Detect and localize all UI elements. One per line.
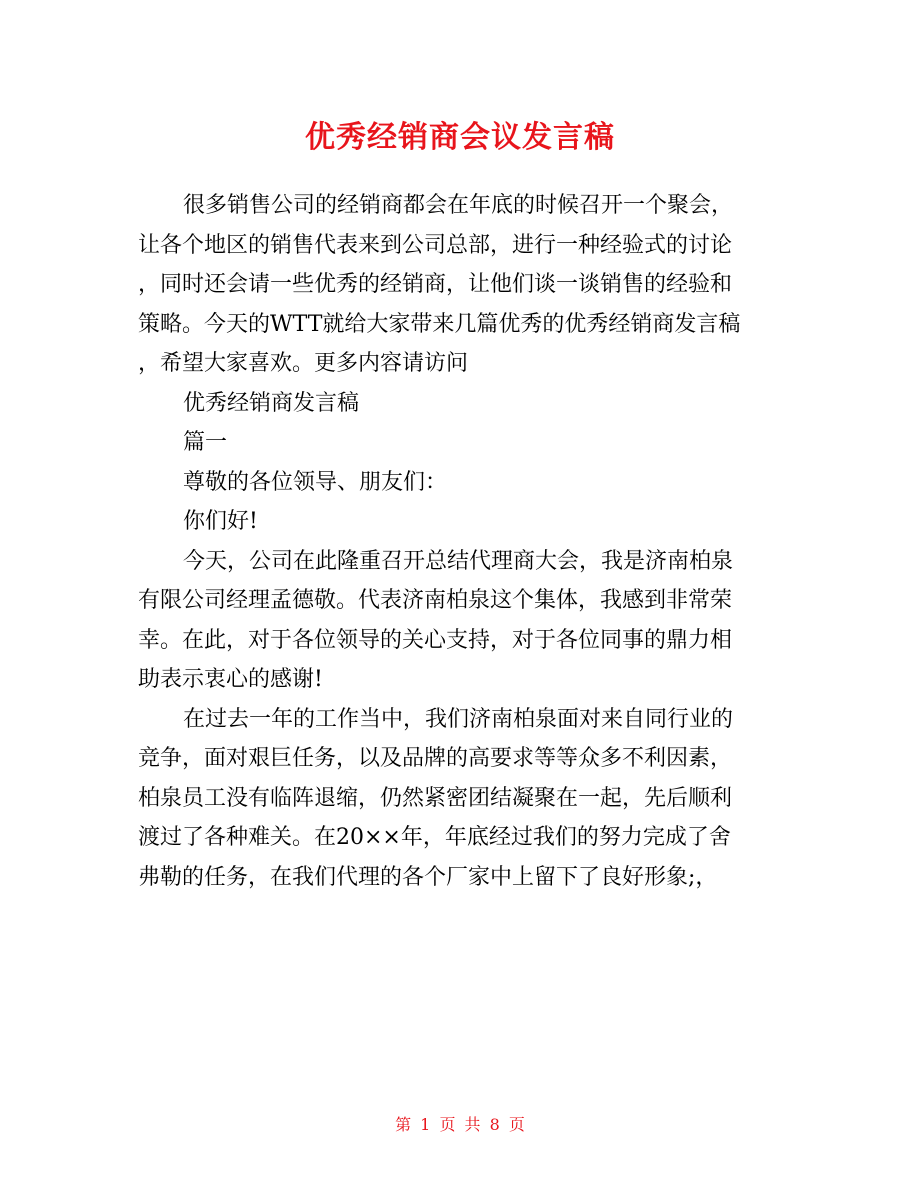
paragraph-line: 策略。今天的WTT就给大家带来几篇优秀的优秀经销商发言稿 bbox=[138, 311, 741, 337]
paragraph-line: ，同时还会请一些优秀的经销商，让他们谈一谈销售的经验和 bbox=[138, 272, 733, 297]
paragraph-line: 渡过了各种难关。在20××年，年底经过我们的努力完成了舍 bbox=[138, 825, 731, 850]
paragraph-line: ，希望大家喜欢。更多内容请访问 bbox=[138, 351, 469, 376]
document-body bbox=[138, 186, 788, 897]
greeting: 你们好! bbox=[183, 509, 258, 534]
document-title: 优秀经销商会议发言稿 bbox=[305, 120, 615, 155]
paragraph-line: 弗勒的任务，在我们代理的各个厂家中上留下了良好形象;， bbox=[138, 864, 718, 890]
paragraph-line: 助表示衷心的感谢! bbox=[138, 667, 323, 692]
section-label: 篇一 bbox=[183, 430, 228, 455]
paragraph-line: 今天，公司在此隆重召开总结代理商大会，我是济南柏泉 bbox=[183, 548, 734, 574]
salutation: 尊敬的各位领导、朋友们： bbox=[183, 469, 448, 495]
paragraph-line: 让各个地区的销售代表来到公司总部，进行一种经验式的讨论 bbox=[138, 232, 733, 258]
paragraph-line: 很多销售公司的经销商都会在年底的时候召开一个聚会， bbox=[183, 193, 734, 218]
page-number: 第 1 页 共 8 页 bbox=[395, 1115, 525, 1134]
paragraph-line: 在过去一年的工作当中，我们济南柏泉面对来自同行业的 bbox=[183, 706, 734, 732]
paragraph-line: 有限公司经理孟德敬。代表济南柏泉这个集体，我感到非常荣 bbox=[138, 588, 733, 613]
section-heading: 优秀经销商发言稿 bbox=[183, 390, 360, 416]
paragraph-line: 柏泉员工没有临阵退缩，仍然紧密团结凝聚在一起，先后顺利 bbox=[138, 785, 733, 811]
paragraph-line: 幸。在此，对于各位领导的关心支持，对于各位同事的鼎力相 bbox=[138, 627, 733, 653]
paragraph-line: 竞争，面对艰巨任务，以及品牌的高要求等等众多不利因素， bbox=[138, 746, 733, 771]
